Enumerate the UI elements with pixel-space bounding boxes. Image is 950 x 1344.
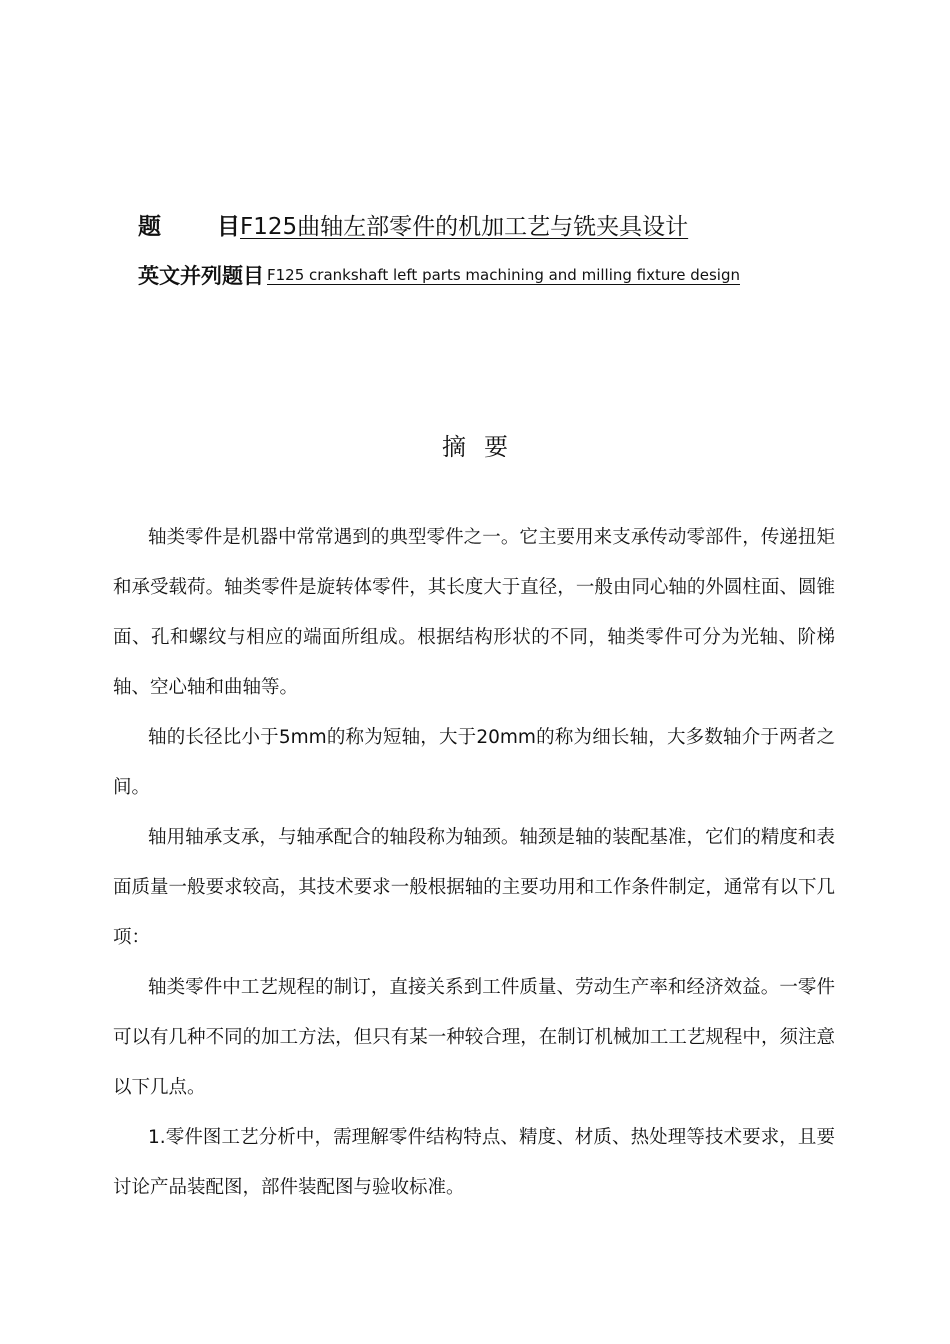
title-label-char-2: 目 (217, 213, 240, 240)
abstract-paragraph-3: 轴用轴承支承，与轴承配合的轴段称为轴颈。轴颈是轴的装配基准，它们的精度和表面质量一般要求较高，其技术要求一般根据轴的主要功用和工作条件制定，通常有以下几项： (113, 827, 835, 948)
abstract-heading: 摘要 (442, 433, 526, 461)
abstract-paragraph-1: 轴类零件是机器中常常遇到的典型零件之一。它主要用来支承传动零部件，传递扭矩和承受载荷。轴类零件是旋转体零件，其长度大于直径，一般由同心轴的外圆柱面、圆锥面、孔和螺纹与相应的端面所组成。根据结构形状的不同，轴类零件可分为光轴、阶梯轴、空心轴和曲轴等。 (113, 527, 835, 698)
thesis-title-chinese: F125曲轴左部零件的机加工艺与铣夹具设计 (240, 213, 689, 240)
abstract-paragraph-5: 1.零件图工艺分析中，需理解零件结构特点、精度、材质、热处理等技术要求，且要讨论产品装配图，部件装配图与验收标准。 (113, 1127, 835, 1198)
abstract-body (113, 513, 835, 1213)
thesis-title-english: F125 crankshaft left parts machining and milling fixture design (267, 266, 740, 284)
title-label-char-1: 题 (138, 213, 161, 240)
english-title-label: 英文并列题目 (138, 264, 264, 288)
abstract-paragraph-2: 轴的长径比小于5mm的称为短轴，大于20mm的称为细长轴，大多数轴介于两者之间。 (113, 727, 835, 798)
thesis-title-row (138, 204, 688, 244)
abstract-paragraph-4: 轴类零件中工艺规程的制订，直接关系到工件质量、劳动生产率和经济效益。一零件可以有几种不同的加工方法，但只有某一种较合理，在制订机械加工工艺规程中，须注意以下几点。 (113, 977, 835, 1098)
english-title-row (138, 257, 740, 293)
